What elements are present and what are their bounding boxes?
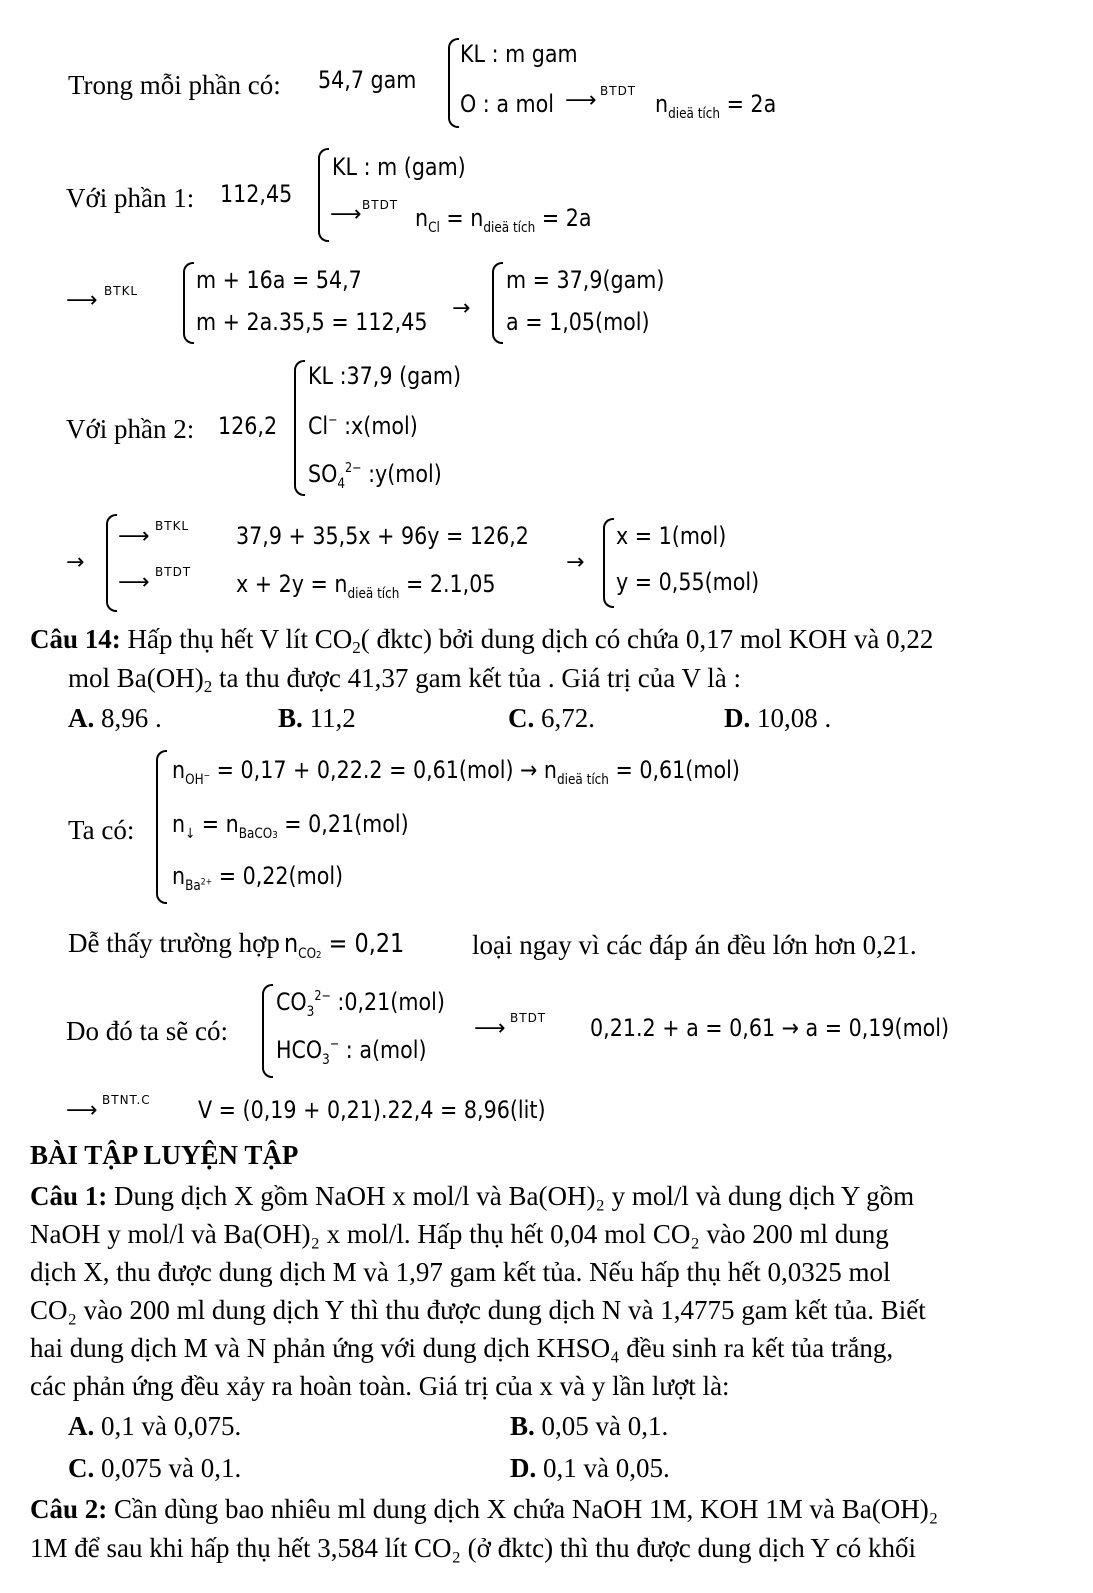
part1-label: Với phần 1: bbox=[66, 183, 195, 213]
part2-line3: $SO_4^{2-}$ :y(mol) bbox=[308, 460, 442, 492]
taco-line1: $n_{OH^-} = 0,17 + 0,22.2 = 0,61(mol) \to n_{dieä tích} = 0,61(mol)$ bbox=[172, 756, 740, 788]
taco-line3: $n_{Ba^{2+}} = 0,22(mol)$ bbox=[172, 862, 344, 894]
q1-option-a: A. 0,1 và 0,075. bbox=[68, 1411, 242, 1441]
q1-option-d: D. 0,1 và 0,05. bbox=[510, 1453, 670, 1483]
part-intro-n: $n_{dieä tích} = 2a$ bbox=[655, 90, 777, 122]
sys-eq2: $x + 2y = n_{dieä tích} = 2.1,05$ bbox=[236, 570, 496, 602]
part1-mass: 112,45 bbox=[220, 180, 293, 208]
part2-mass: 126,2 bbox=[218, 412, 278, 440]
brace bbox=[603, 518, 614, 608]
final-eq: V = (0,19 + 0,21).22,4 = 8,96(lit) bbox=[198, 1096, 546, 1124]
arrow-icon: ⟶ bbox=[66, 288, 98, 313]
btkl-label: BTKL bbox=[155, 519, 190, 533]
q1-line3: dịch X, thu được dung dịch M và 1,97 gam kết tủa. Nếu hấp thụ hết 0,0325 mol bbox=[30, 1257, 891, 1287]
btdt-label: BTDT bbox=[362, 198, 399, 212]
brace bbox=[183, 262, 194, 344]
part1-line1: KL : m (gam) bbox=[332, 153, 466, 181]
q1-line5: hai dung dịch M và N phản ứng với dung dịch KHSO₄ đều sinh ra kết tủa trắng, bbox=[30, 1333, 894, 1363]
arrow-icon: → bbox=[452, 296, 471, 321]
arrow-icon: ⟶ bbox=[330, 202, 362, 227]
q1-line1: Câu 1: Dung dịch X gồm NaOH x mol/l và Ba(OH)₂ y mol/l và dung dịch Y gồm bbox=[30, 1181, 915, 1211]
q14-option-b: B. 11,2 bbox=[278, 703, 356, 733]
sys-res2: y = 0,55(mol) bbox=[616, 568, 760, 596]
brace bbox=[156, 750, 167, 904]
part-intro-line1: KL : m gam bbox=[460, 40, 578, 68]
arrow-icon: ⟶ bbox=[565, 88, 597, 113]
taco-label: Ta có: bbox=[68, 815, 135, 845]
brace bbox=[492, 262, 503, 344]
part2-line1: KL :37,9 (gam) bbox=[308, 362, 462, 390]
arrow-icon: ⟶ bbox=[474, 1016, 506, 1041]
btdt-label: BTDT bbox=[510, 1011, 547, 1025]
q1-line4: CO₂ vào 200 ml dung dịch Y thì thu được dung dịch N và 1,4775 gam kết tủa. Biết bbox=[30, 1295, 926, 1325]
q14-option-c: C. 6,72. bbox=[508, 703, 595, 733]
q1-option-b: B. 0,05 và 0,1. bbox=[510, 1411, 669, 1441]
dethay-text2: loại ngay vì các đáp án đều lớn hơn 0,21. bbox=[472, 930, 917, 960]
doda-line2: $HCO_3^-$ : a(mol) bbox=[276, 1036, 427, 1068]
q2-line1: Câu 2: Cần dùng bao nhiêu ml dung dịch X chứa NaOH 1M, KOH 1M và Ba(OH)₂ bbox=[30, 1494, 939, 1524]
brace bbox=[262, 984, 273, 1078]
doda-eq: 0,21.2 + a = 0,61 → a = 0,19(mol) bbox=[590, 1014, 950, 1042]
arrow-icon: ⟶ bbox=[118, 570, 150, 595]
q1-line6: các phản ứng đều xảy ra hoàn toàn. Giá trị của x và y lần lượt là: bbox=[30, 1371, 730, 1401]
q14-line2: mol Ba(OH)2 ta thu được 41,37 gam kết tủa . Giá trị của V là : bbox=[68, 663, 742, 696]
btkl-eq1: m + 16a = 54,7 bbox=[196, 266, 362, 294]
arrow-icon: → bbox=[566, 550, 585, 575]
brace bbox=[294, 360, 305, 496]
sys-eq1: 37,9 + 35,5x + 96y = 126,2 bbox=[236, 522, 529, 550]
btntc-label: BTNT.C bbox=[102, 1093, 151, 1107]
btkl-res2: a = 1,05(mol) bbox=[506, 308, 650, 336]
brace bbox=[318, 148, 329, 242]
doda-line1: $CO_3^{2-}$ :0,21(mol) bbox=[276, 988, 445, 1020]
brace bbox=[448, 38, 459, 128]
doda-label: Do đó ta sẽ có: bbox=[66, 1016, 228, 1046]
q14-line1: Câu 14: Hấp thụ hết V lít CO2( đktc) bởi dung dịch có chứa 0,17 mol KOH và 0,22 bbox=[30, 624, 934, 657]
btkl-label: BTKL bbox=[104, 284, 139, 298]
q14-option-d: D. 10,08 . bbox=[724, 703, 832, 733]
part2-label: Với phần 2: bbox=[66, 414, 195, 444]
btdt-label: BTDT bbox=[155, 565, 192, 579]
part-intro-label: Trong mỗi phần có: bbox=[68, 70, 281, 100]
q14-option-a: A. 8,96 . bbox=[68, 703, 162, 733]
btdt-label: BTDT bbox=[600, 84, 637, 98]
dethay-line: Dễ thấy trường hợp $n_{CO2} = 0,21$ bbox=[68, 928, 405, 962]
part1-line2: $n_{Cl} = n_{dieä tích} = 2a$ bbox=[415, 204, 592, 236]
section-title: BÀI TẬP LUYỆN TẬP bbox=[30, 1140, 299, 1170]
arrow-icon: ⟶ bbox=[66, 1098, 98, 1123]
part2-line2: Cl− :x(mol) bbox=[308, 412, 418, 440]
q1-line2: NaOH y mol/l và Ba(OH)₂ x mol/l. Hấp thụ hết 0,04 mol CO₂ vào 200 ml dung bbox=[30, 1219, 889, 1249]
btkl-res1: m = 37,9(gam) bbox=[506, 266, 665, 294]
part-intro-mass: 54,7 gam bbox=[318, 66, 417, 94]
sys-res1: x = 1(mol) bbox=[616, 522, 727, 550]
part-intro-line2: O : a mol bbox=[460, 90, 555, 118]
q2-line2: 1M để sau khi hấp thụ hết 3,584 lít CO₂ (ở đktc) thì thu được dung dịch Y có khối bbox=[30, 1533, 916, 1563]
arrow-icon: ⟶ bbox=[118, 524, 150, 549]
q1-option-c: C. 0,075 và 0,1. bbox=[68, 1453, 242, 1483]
btkl-eq2: m + 2a.35,5 = 112,45 bbox=[196, 308, 428, 336]
taco-line2: $n_↓ = n_{BaCO3} = 0,21(mol)$ bbox=[172, 810, 409, 842]
brace bbox=[106, 514, 117, 612]
arrow-icon: → bbox=[66, 550, 85, 575]
